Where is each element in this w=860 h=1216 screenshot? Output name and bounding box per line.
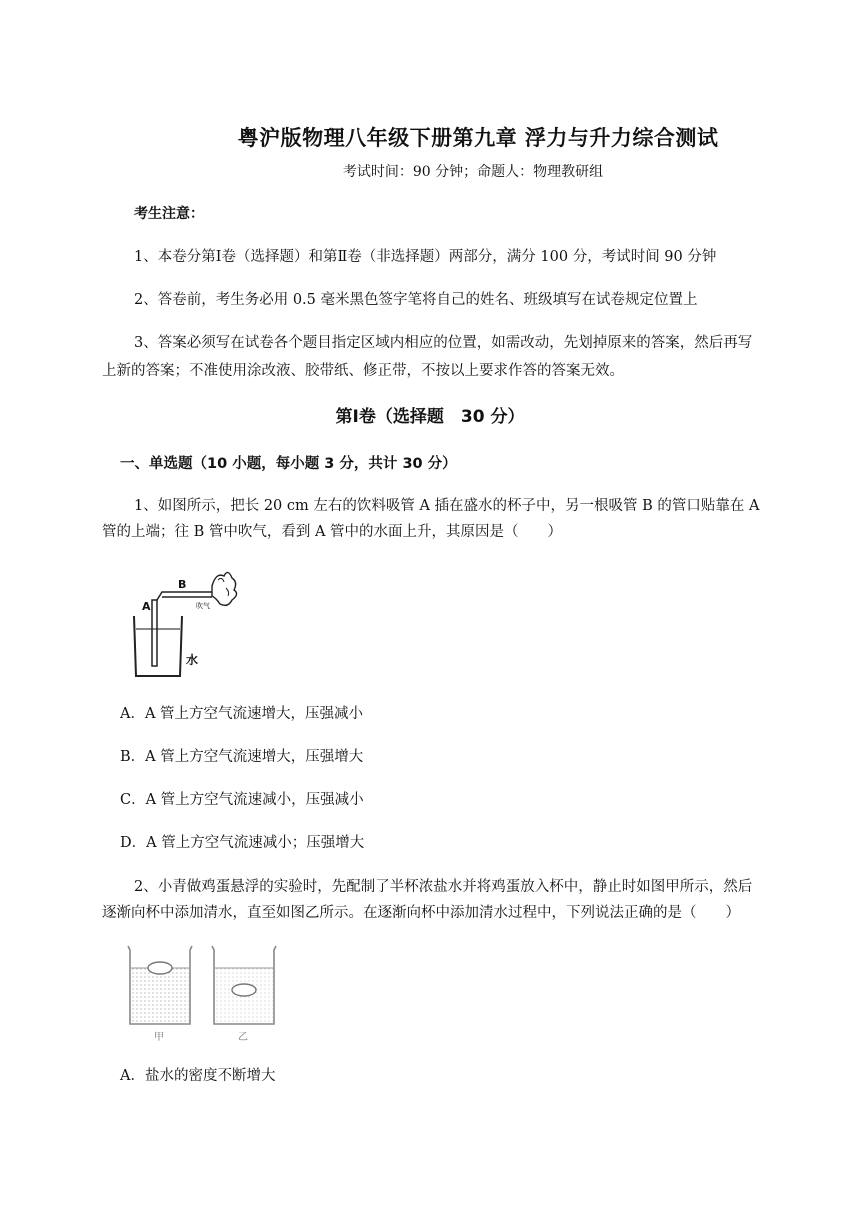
notice-3: 3、答案必须写在试卷各个题目指定区域内相应的位置，如需改动，先划掉原来的答案，然后再写 — [134, 335, 753, 351]
label-yi: 乙 — [238, 1032, 248, 1043]
exam-info: 考试时间：90 分钟；命题人：物理教研组 — [342, 164, 604, 180]
notice-3-cont: 上新的答案；不准使用涂改液、胶带纸、修正带，不按以上要求作答的答案无效。 — [102, 363, 624, 379]
q1-option-d[interactable]: D．A 管上方空气流速减小；压强增大 — [120, 835, 365, 851]
notice-heading: 考生注意： — [134, 206, 204, 222]
straw-cup-figure — [124, 564, 252, 682]
question-1-line-2: 管的上端；往 B 管中吹气，看到 A 管中的水面上升，其原因是（ ） — [102, 524, 563, 540]
q2-option-a[interactable]: A．盐水的密度不断增大 — [120, 1068, 276, 1084]
q1-option-a[interactable]: A．A 管上方空气流速增大，压强减小 — [120, 706, 364, 722]
question-2-line-2: 逐渐向杯中添加清水，直至如图乙所示。在逐渐向杯中添加清水过程中，下列说法正确的是（ ） — [102, 905, 740, 921]
q1-option-c[interactable]: C．A 管上方空气流速减小，压强减小 — [120, 792, 364, 808]
label-blow: 吹气 — [196, 602, 210, 610]
part-heading: 一、单选题（10 小题，每小题 3 分，共计 30 分） — [120, 456, 457, 472]
label-b: B — [178, 578, 187, 591]
question-1-line-1: 1、如图所示，把长 20 cm 左右的饮料吸管 A 插在盛水的杯子中，另一根吸管 B 的管口贴靠在 A — [134, 498, 760, 514]
q1-option-b[interactable]: B．A 管上方空气流速增大，压强增大 — [120, 749, 364, 765]
section-title: 第Ⅰ卷（选择题 30 分） — [335, 407, 525, 427]
notice-2: 2、答卷前，考生务必用 0.5 毫米黑色签字笔将自己的姓名、班级填写在试卷规定位置上 — [134, 292, 698, 308]
notice-1: 1、本卷分第Ⅰ卷（选择题）和第Ⅱ卷（非选择题）两部分，满分 100 分，考试时间 90 分钟 — [134, 249, 717, 265]
egg-beakers-figure — [120, 940, 280, 1046]
page-title: 粤沪版物理八年级下册第九章 浮力与升力综合测试 — [237, 126, 719, 150]
question-2-line-1: 2、小青做鸡蛋悬浮的实验时，先配制了半杯浓盐水并将鸡蛋放入杯中，静止时如图甲所示，然后 — [134, 879, 753, 895]
label-water: 水 — [186, 653, 199, 667]
label-a: A — [142, 600, 151, 613]
label-jia: 甲 — [154, 1032, 164, 1043]
